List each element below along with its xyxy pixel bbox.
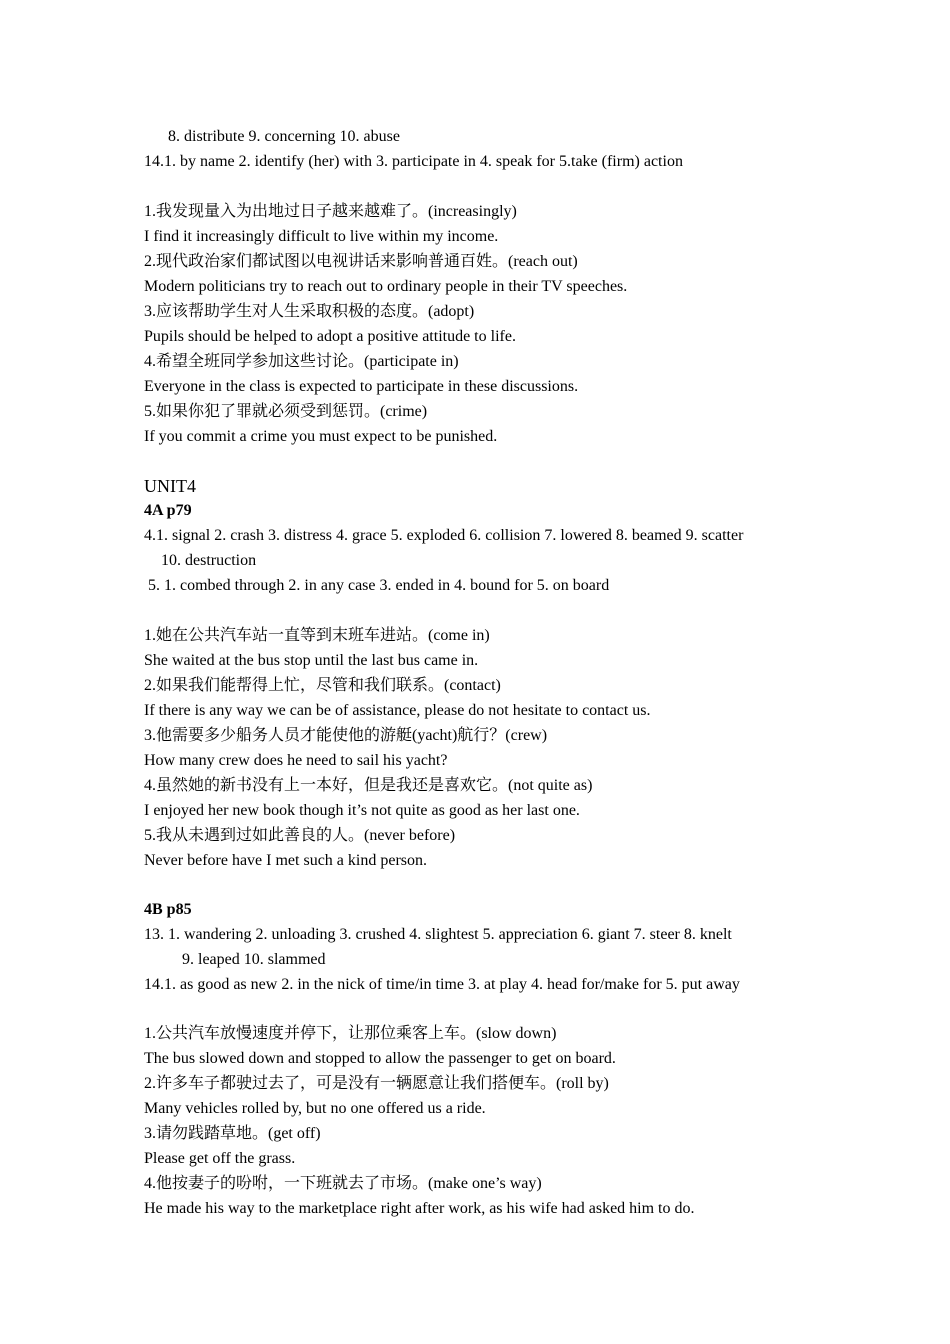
translation-answer-2: Many vehicles rolled by, but no one offered us a ride. <box>144 1100 486 1117</box>
unit3-answers-line-continued: 8. distribute 9. concerning 10. abuse <box>168 128 400 145</box>
translation-answer-5: If you commit a crime you must expect to be punished. <box>144 428 498 445</box>
translation-prompt-3: 3.他需要多少船务人员才能使他的游艇(yacht)航行？(crew) <box>144 727 548 744</box>
exercise-4-answers-continued: 10. destruction <box>161 552 257 569</box>
translation-prompt-3: 3.应该帮助学生对人生采取积极的态度。(adopt) <box>144 303 475 320</box>
exercise-5-answers: 5. 1. combed through 2. in any case 3. ended in 4. bound for 5. on board <box>148 577 610 594</box>
translation-prompt-5: 5.我从未遇到过如此善良的人。(never before) <box>144 827 456 844</box>
exercise-13-answers-continued: 9. leaped 10. slammed <box>182 951 326 968</box>
translation-prompt-4: 4.虽然她的新书没有上一本好，但是我还是喜欢它。(not quite as) <box>144 777 593 794</box>
translation-prompt-3: 3.请勿践踏草地。(get off) <box>144 1125 321 1142</box>
translation-prompt-1: 1.她在公共汽车站一直等到末班车进站。(come in) <box>144 627 490 644</box>
translation-answer-3: Pupils should be helped to adopt a positive attitude to life. <box>144 328 516 345</box>
unit-heading: UNIT4 <box>144 476 196 496</box>
translation-prompt-5: 5.如果你犯了罪就必须受到惩罚。(crime) <box>144 403 428 420</box>
section-heading-4b: 4B p85 <box>144 901 192 918</box>
translation-answer-3: Please get off the grass. <box>144 1150 296 1167</box>
translation-prompt-1: 1.公共汽车放慢速度并停下，让那位乘客上车。(slow down) <box>144 1025 557 1042</box>
translation-prompt-4: 4.希望全班同学参加这些讨论。(participate in) <box>144 353 459 370</box>
translation-answer-5: Never before have I met such a kind person. <box>144 852 427 869</box>
translation-prompt-2: 2.如果我们能帮得上忙，尽管和我们联系。(contact) <box>144 677 501 694</box>
translation-answer-2: Modern politicians try to reach out to ordinary people in their TV speeches. <box>144 278 628 295</box>
translation-answer-1: She waited at the bus stop until the last bus came in. <box>144 652 479 669</box>
translation-answer-4: I enjoyed her new book though it’s not quite as good as her last one. <box>144 802 580 819</box>
translation-prompt-2: 2.许多车子都驶过去了，可是没有一辆愿意让我们搭便车。(roll by) <box>144 1075 609 1092</box>
section-heading-4a: 4A p79 <box>144 502 192 519</box>
translation-prompt-1: 1.我发现量入为出地过日子越来越难了。(increasingly) <box>144 203 517 220</box>
translation-answer-3: How many crew does he need to sail his yacht? <box>144 752 448 769</box>
translation-answer-1: The bus slowed down and stopped to allow the passenger to get on board. <box>144 1050 616 1067</box>
translation-answer-4: Everyone in the class is expected to participate in these discussions. <box>144 378 579 395</box>
translation-answer-4: He made his way to the marketplace right after work, as his wife had asked him to do. <box>144 1200 695 1217</box>
exercise-13-answers: 13. 1. wandering 2. unloading 3. crushed 4. slightest 5. appreciation 6. giant 7. steer 8. knelt <box>144 926 732 943</box>
translation-answer-2: If there is any way we can be of assistance, please do not hesitate to contact us. <box>144 702 651 719</box>
exercise-14-answers: 14.1. as good as new 2. in the nick of time/in time 3. at play 4. head for/make for 5. put away <box>144 976 740 993</box>
translation-answer-1: I find it increasingly difficult to live within my income. <box>144 228 499 245</box>
translation-prompt-2: 2.现代政治家们都试图以电视讲话来影响普通百姓。(reach out) <box>144 253 578 270</box>
translation-prompt-4: 4.他按妻子的吩咐，一下班就去了市场。(make one’s way) <box>144 1175 542 1192</box>
unit3-exercise-14-answers: 14.1. by name 2. identify (her) with 3. participate in 4. speak for 5.take (firm) action <box>144 153 683 170</box>
exercise-4-answers: 4.1. signal 2. crash 3. distress 4. grace 5. exploded 6. collision 7. lowered 8. beamed 9. scatter <box>144 527 744 544</box>
